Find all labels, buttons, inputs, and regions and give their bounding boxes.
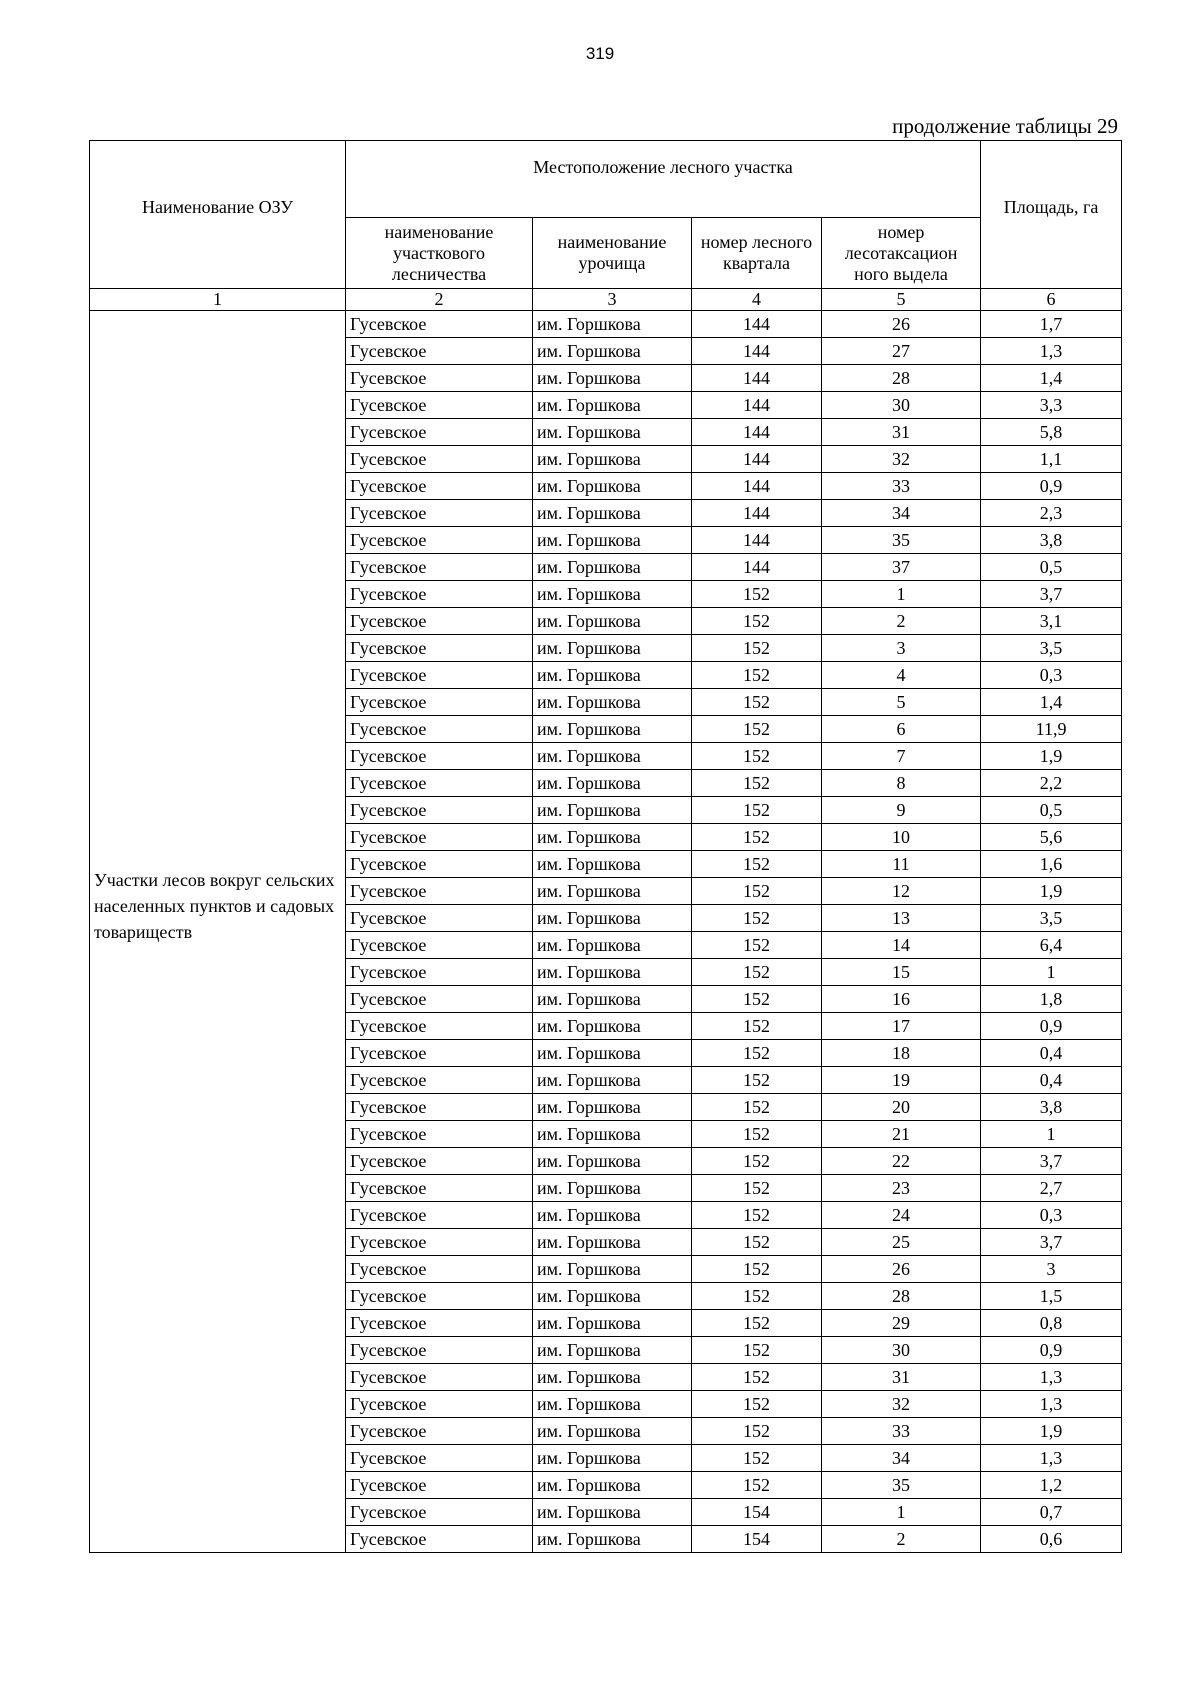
header-quarter-number: номер лесного квартала — [692, 218, 822, 289]
cell-tract: им. Горшкова — [533, 1148, 692, 1175]
cell-tract: им. Горшкова — [533, 500, 692, 527]
cell-forestry: Гусевское — [346, 1148, 533, 1175]
cell-plot: 2 — [822, 608, 981, 635]
cell-area: 2,3 — [981, 500, 1122, 527]
cell-area: 0,9 — [981, 1013, 1122, 1040]
cell-forestry: Гусевское — [346, 986, 533, 1013]
cell-quarter: 152 — [692, 1229, 822, 1256]
cell-forestry: Гусевское — [346, 1256, 533, 1283]
cell-quarter: 152 — [692, 1418, 822, 1445]
cell-plot: 17 — [822, 1013, 981, 1040]
cell-forestry: Гусевское — [346, 1337, 533, 1364]
cell-tract: им. Горшкова — [533, 1229, 692, 1256]
cell-quarter: 144 — [692, 338, 822, 365]
cell-forestry: Гусевское — [346, 338, 533, 365]
cell-forestry: Гусевское — [346, 743, 533, 770]
column-number: 4 — [692, 289, 822, 311]
cell-quarter: 152 — [692, 770, 822, 797]
cell-plot: 24 — [822, 1202, 981, 1229]
cell-tract: им. Горшкова — [533, 878, 692, 905]
cell-tract: им. Горшкова — [533, 473, 692, 500]
cell-plot: 35 — [822, 1472, 981, 1499]
cell-plot: 21 — [822, 1121, 981, 1148]
cell-tract: им. Горшкова — [533, 1175, 692, 1202]
cell-tract: им. Горшкова — [533, 1067, 692, 1094]
cell-forestry: Гусевское — [346, 635, 533, 662]
cell-quarter: 144 — [692, 500, 822, 527]
cell-tract: им. Горшкова — [533, 932, 692, 959]
cell-forestry: Гусевское — [346, 554, 533, 581]
cell-plot: 7 — [822, 743, 981, 770]
cell-plot: 31 — [822, 1364, 981, 1391]
cell-tract: им. Горшкова — [533, 1094, 692, 1121]
cell-quarter: 152 — [692, 1337, 822, 1364]
cell-plot: 32 — [822, 446, 981, 473]
cell-tract: им. Горшкова — [533, 1040, 692, 1067]
cell-tract: им. Горшкова — [533, 1283, 692, 1310]
column-number: 2 — [346, 289, 533, 311]
cell-forestry: Гусевское — [346, 1472, 533, 1499]
cell-quarter: 152 — [692, 851, 822, 878]
cell-quarter: 152 — [692, 581, 822, 608]
cell-quarter: 152 — [692, 743, 822, 770]
cell-quarter: 152 — [692, 1202, 822, 1229]
cell-quarter: 154 — [692, 1499, 822, 1526]
cell-plot: 10 — [822, 824, 981, 851]
cell-forestry: Гусевское — [346, 1094, 533, 1121]
cell-forestry: Гусевское — [346, 905, 533, 932]
cell-quarter: 152 — [692, 905, 822, 932]
cell-area: 1,6 — [981, 851, 1122, 878]
cell-plot: 37 — [822, 554, 981, 581]
cell-plot: 32 — [822, 1391, 981, 1418]
cell-area: 0,8 — [981, 1310, 1122, 1337]
cell-forestry: Гусевское — [346, 419, 533, 446]
cell-tract: им. Горшкова — [533, 743, 692, 770]
cell-forestry: Гусевское — [346, 392, 533, 419]
cell-tract: им. Горшкова — [533, 1013, 692, 1040]
cell-quarter: 152 — [692, 1445, 822, 1472]
cell-area: 1,4 — [981, 689, 1122, 716]
cell-forestry: Гусевское — [346, 608, 533, 635]
cell-area: 1,9 — [981, 878, 1122, 905]
cell-tract: им. Горшкова — [533, 311, 692, 338]
cell-forestry: Гусевское — [346, 581, 533, 608]
header-plot-number: номер лесотаксацион ного выдела — [822, 218, 981, 289]
cell-quarter: 152 — [692, 1040, 822, 1067]
cell-plot: 30 — [822, 1337, 981, 1364]
cell-plot: 2 — [822, 1526, 981, 1553]
cell-area: 0,9 — [981, 1337, 1122, 1364]
cell-area: 3,7 — [981, 581, 1122, 608]
cell-forestry: Гусевское — [346, 932, 533, 959]
cell-plot: 6 — [822, 716, 981, 743]
cell-area: 3,5 — [981, 905, 1122, 932]
cell-tract: им. Горшкова — [533, 851, 692, 878]
cell-quarter: 144 — [692, 527, 822, 554]
cell-quarter: 152 — [692, 1013, 822, 1040]
column-number: 6 — [981, 289, 1122, 311]
cell-quarter: 152 — [692, 932, 822, 959]
cell-forestry: Гусевское — [346, 824, 533, 851]
cell-area: 0,5 — [981, 797, 1122, 824]
cell-area: 3,3 — [981, 392, 1122, 419]
cell-area: 0,3 — [981, 1202, 1122, 1229]
cell-tract: им. Горшкова — [533, 1499, 692, 1526]
column-number: 5 — [822, 289, 981, 311]
cell-area: 1,2 — [981, 1472, 1122, 1499]
cell-area: 1,7 — [981, 311, 1122, 338]
cell-plot: 33 — [822, 473, 981, 500]
cell-quarter: 152 — [692, 878, 822, 905]
cell-forestry: Гусевское — [346, 878, 533, 905]
cell-plot: 15 — [822, 959, 981, 986]
cell-tract: им. Горшкова — [533, 1121, 692, 1148]
column-number: 3 — [533, 289, 692, 311]
cell-quarter: 152 — [692, 1310, 822, 1337]
cell-plot: 4 — [822, 662, 981, 689]
cell-area: 1,3 — [981, 1391, 1122, 1418]
cell-area: 1,3 — [981, 338, 1122, 365]
cell-plot: 1 — [822, 1499, 981, 1526]
cell-quarter: 152 — [692, 1256, 822, 1283]
cell-area: 3,7 — [981, 1229, 1122, 1256]
cell-plot: 20 — [822, 1094, 981, 1121]
cell-plot: 3 — [822, 635, 981, 662]
cell-tract: им. Горшкова — [533, 608, 692, 635]
cell-quarter: 152 — [692, 959, 822, 986]
cell-tract: им. Горшкова — [533, 1391, 692, 1418]
cell-plot: 26 — [822, 1256, 981, 1283]
cell-quarter: 152 — [692, 1283, 822, 1310]
cell-forestry: Гусевское — [346, 1445, 533, 1472]
cell-area: 3,5 — [981, 635, 1122, 662]
cell-quarter: 152 — [692, 1094, 822, 1121]
cell-forestry: Гусевское — [346, 1418, 533, 1445]
cell-quarter: 152 — [692, 1148, 822, 1175]
cell-area: 1,1 — [981, 446, 1122, 473]
cell-tract: им. Горшкова — [533, 635, 692, 662]
cell-plot: 9 — [822, 797, 981, 824]
cell-forestry: Гусевское — [346, 527, 533, 554]
cell-plot: 30 — [822, 392, 981, 419]
cell-quarter: 144 — [692, 554, 822, 581]
cell-forestry: Гусевское — [346, 1283, 533, 1310]
cell-quarter: 152 — [692, 1175, 822, 1202]
cell-forestry: Гусевское — [346, 1121, 533, 1148]
cell-plot: 18 — [822, 1040, 981, 1067]
cell-plot: 33 — [822, 1418, 981, 1445]
cell-area: 3 — [981, 1256, 1122, 1283]
cell-tract: им. Горшкова — [533, 824, 692, 851]
cell-plot: 25 — [822, 1229, 981, 1256]
cell-forestry: Гусевское — [346, 1202, 533, 1229]
cell-area: 0,3 — [981, 662, 1122, 689]
cell-area: 6,4 — [981, 932, 1122, 959]
column-number: 1 — [90, 289, 346, 311]
cell-plot: 28 — [822, 1283, 981, 1310]
cell-area: 0,4 — [981, 1040, 1122, 1067]
cell-plot: 31 — [822, 419, 981, 446]
cell-quarter: 144 — [692, 365, 822, 392]
cell-plot: 34 — [822, 1445, 981, 1472]
cell-area: 2,2 — [981, 770, 1122, 797]
header-area: Площадь, га — [981, 141, 1122, 289]
cell-tract: им. Горшкова — [533, 1418, 692, 1445]
cell-quarter: 152 — [692, 1121, 822, 1148]
cell-forestry: Гусевское — [346, 500, 533, 527]
forest-plots-table — [89, 140, 1122, 1553]
cell-quarter: 152 — [692, 689, 822, 716]
cell-tract: им. Горшкова — [533, 689, 692, 716]
cell-forestry: Гусевское — [346, 1526, 533, 1553]
cell-tract: им. Горшкова — [533, 446, 692, 473]
cell-area: 1,5 — [981, 1283, 1122, 1310]
cell-quarter: 152 — [692, 797, 822, 824]
group-cell — [90, 311, 346, 1553]
cell-forestry: Гусевское — [346, 1067, 533, 1094]
cell-forestry: Гусевское — [346, 1499, 533, 1526]
cell-quarter: 144 — [692, 392, 822, 419]
cell-plot: 14 — [822, 932, 981, 959]
cell-tract: им. Горшкова — [533, 581, 692, 608]
cell-forestry: Гусевское — [346, 1391, 533, 1418]
cell-plot: 11 — [822, 851, 981, 878]
cell-area: 2,7 — [981, 1175, 1122, 1202]
cell-area: 0,5 — [981, 554, 1122, 581]
cell-tract: им. Горшкова — [533, 392, 692, 419]
cell-quarter: 152 — [692, 824, 822, 851]
cell-forestry: Гусевское — [346, 1364, 533, 1391]
cell-area: 1,9 — [981, 1418, 1122, 1445]
cell-quarter: 144 — [692, 446, 822, 473]
cell-quarter: 144 — [692, 311, 822, 338]
cell-tract: им. Горшкова — [533, 1364, 692, 1391]
cell-area: 1,8 — [981, 986, 1122, 1013]
cell-plot: 29 — [822, 1310, 981, 1337]
header-ozu-name: Наименование ОЗУ — [90, 141, 346, 289]
cell-area: 0,4 — [981, 1067, 1122, 1094]
cell-quarter: 144 — [692, 473, 822, 500]
cell-plot: 23 — [822, 1175, 981, 1202]
cell-tract: им. Горшкова — [533, 527, 692, 554]
cell-tract: им. Горшкова — [533, 905, 692, 932]
cell-area: 1 — [981, 1121, 1122, 1148]
cell-forestry: Гусевское — [346, 1013, 533, 1040]
cell-quarter: 152 — [692, 1067, 822, 1094]
cell-area: 3,7 — [981, 1148, 1122, 1175]
table-header — [90, 141, 1122, 311]
header-forestry-name: наименование участкового лесничества — [346, 218, 533, 289]
cell-tract: им. Горшкова — [533, 338, 692, 365]
cell-plot: 35 — [822, 527, 981, 554]
cell-forestry: Гусевское — [346, 1175, 533, 1202]
cell-tract: им. Горшкова — [533, 716, 692, 743]
cell-plot: 8 — [822, 770, 981, 797]
cell-tract: им. Горшкова — [533, 1310, 692, 1337]
cell-forestry: Гусевское — [346, 446, 533, 473]
cell-plot: 34 — [822, 500, 981, 527]
cell-area: 5,6 — [981, 824, 1122, 851]
cell-quarter: 152 — [692, 1472, 822, 1499]
cell-plot: 22 — [822, 1148, 981, 1175]
cell-tract: им. Горшкова — [533, 1337, 692, 1364]
cell-area: 1,4 — [981, 365, 1122, 392]
cell-plot: 27 — [822, 338, 981, 365]
cell-forestry: Гусевское — [346, 662, 533, 689]
cell-quarter: 152 — [692, 716, 822, 743]
cell-plot: 16 — [822, 986, 981, 1013]
cell-quarter: 144 — [692, 419, 822, 446]
cell-area: 5,8 — [981, 419, 1122, 446]
cell-forestry: Гусевское — [346, 365, 533, 392]
cell-forestry: Гусевское — [346, 797, 533, 824]
cell-plot: 26 — [822, 311, 981, 338]
cell-tract: им. Горшкова — [533, 419, 692, 446]
cell-tract: им. Горшкова — [533, 797, 692, 824]
table-continuation-label: продолжение таблицы 29 — [892, 114, 1118, 138]
cell-quarter: 152 — [692, 1364, 822, 1391]
cell-quarter: 154 — [692, 1526, 822, 1553]
cell-quarter: 152 — [692, 986, 822, 1013]
cell-quarter: 152 — [692, 1391, 822, 1418]
page-number: 319 — [585, 44, 615, 63]
cell-forestry: Гусевское — [346, 473, 533, 500]
cell-tract: им. Горшкова — [533, 1526, 692, 1553]
cell-area: 0,6 — [981, 1526, 1122, 1553]
cell-quarter: 152 — [692, 635, 822, 662]
cell-tract: им. Горшкова — [533, 959, 692, 986]
cell-forestry: Гусевское — [346, 1040, 533, 1067]
cell-area: 1,9 — [981, 743, 1122, 770]
cell-forestry: Гусевское — [346, 851, 533, 878]
table-body — [90, 311, 1122, 1553]
cell-area: 11,9 — [981, 716, 1122, 743]
cell-plot: 19 — [822, 1067, 981, 1094]
cell-area: 3,8 — [981, 1094, 1122, 1121]
cell-tract: им. Горшкова — [533, 662, 692, 689]
header-location: Местоположение лесного участка — [346, 141, 981, 218]
cell-tract: им. Горшкова — [533, 1445, 692, 1472]
cell-area: 1,3 — [981, 1364, 1122, 1391]
cell-tract: им. Горшкова — [533, 554, 692, 581]
cell-plot: 13 — [822, 905, 981, 932]
header-tract-name: наименование урочища — [533, 218, 692, 289]
cell-tract: им. Горшкова — [533, 1256, 692, 1283]
cell-plot: 12 — [822, 878, 981, 905]
cell-forestry: Гусевское — [346, 770, 533, 797]
cell-area: 0,7 — [981, 1499, 1122, 1526]
cell-tract: им. Горшкова — [533, 1202, 692, 1229]
cell-forestry: Гусевское — [346, 716, 533, 743]
cell-area: 1,3 — [981, 1445, 1122, 1472]
cell-area: 1 — [981, 959, 1122, 986]
cell-forestry: Гусевское — [346, 689, 533, 716]
cell-area: 3,8 — [981, 527, 1122, 554]
cell-forestry: Гусевское — [346, 1310, 533, 1337]
cell-tract: им. Горшкова — [533, 986, 692, 1013]
cell-plot: 28 — [822, 365, 981, 392]
cell-tract: им. Горшкова — [533, 770, 692, 797]
column-number-row — [90, 289, 1122, 311]
cell-area: 0,9 — [981, 473, 1122, 500]
cell-quarter: 152 — [692, 608, 822, 635]
table-row — [90, 311, 1122, 338]
group-name: Участки лесов вокруг сельских населенных пунктов и садовых товариществ — [94, 870, 335, 942]
cell-tract: им. Горшкова — [533, 1472, 692, 1499]
cell-plot: 1 — [822, 581, 981, 608]
cell-tract: им. Горшкова — [533, 365, 692, 392]
cell-plot: 5 — [822, 689, 981, 716]
cell-quarter: 152 — [692, 662, 822, 689]
cell-forestry: Гусевское — [346, 311, 533, 338]
cell-area: 3,1 — [981, 608, 1122, 635]
cell-forestry: Гусевское — [346, 959, 533, 986]
cell-forestry: Гусевское — [346, 1229, 533, 1256]
